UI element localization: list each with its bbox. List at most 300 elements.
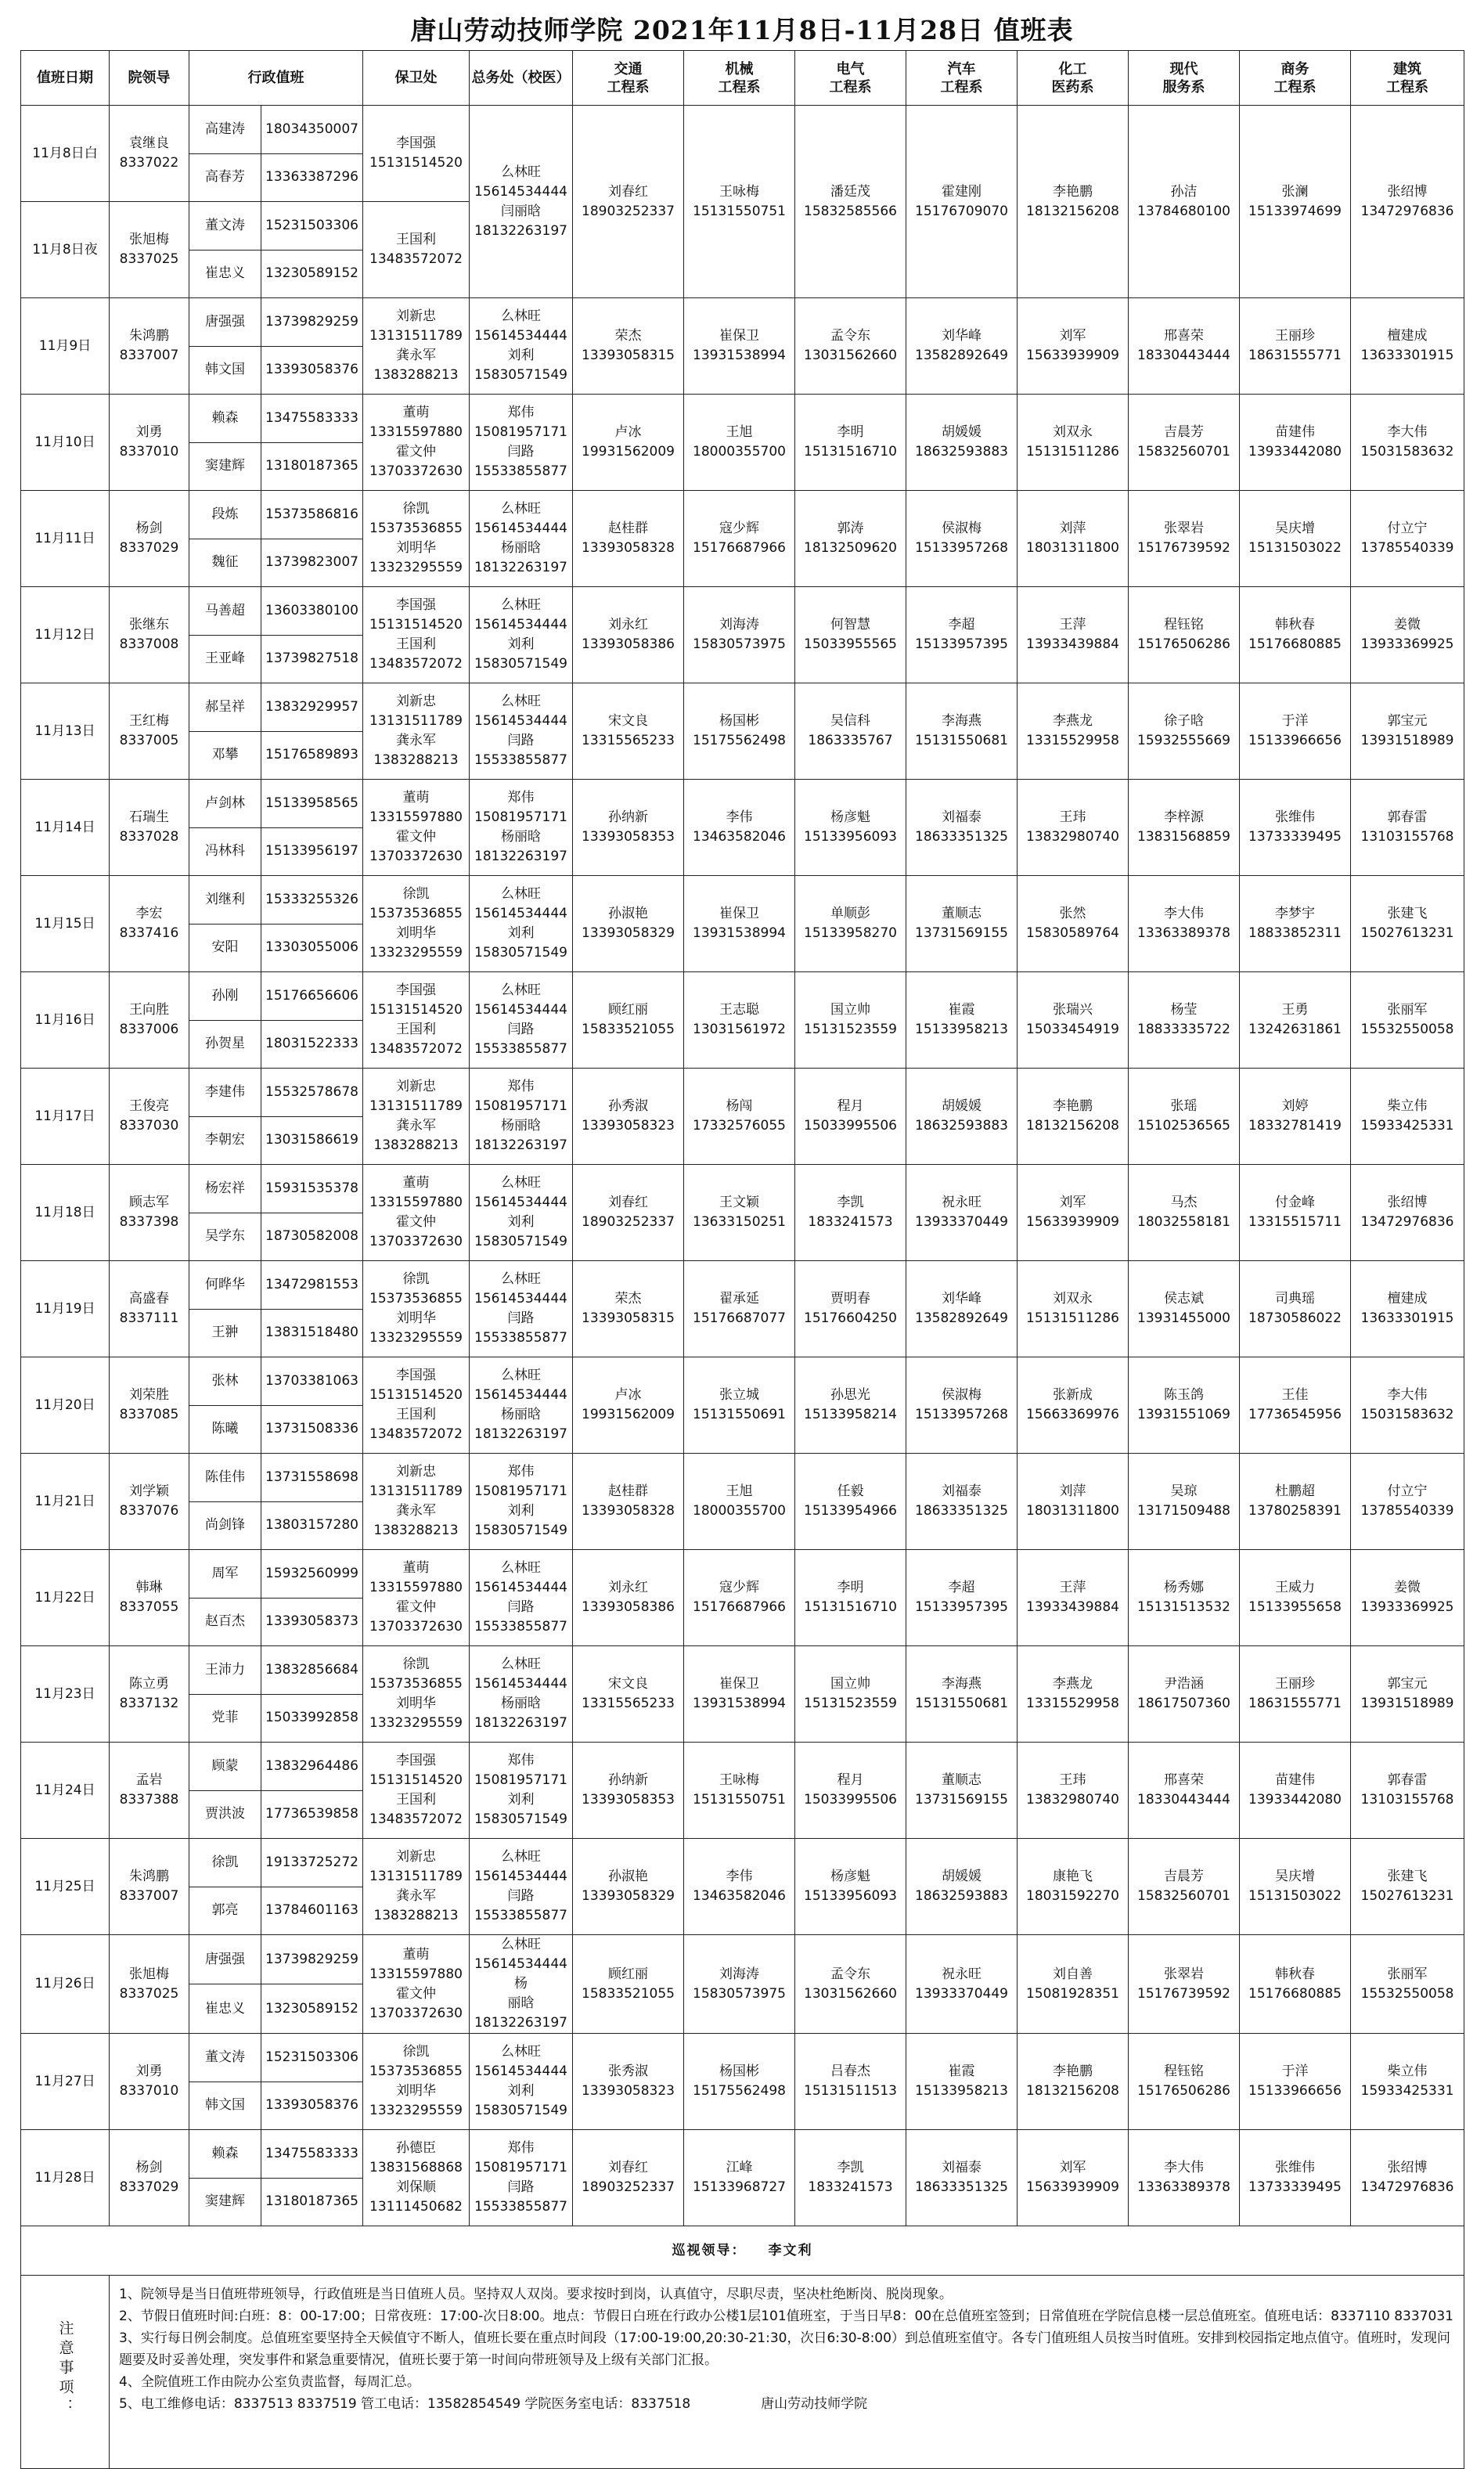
dept-construction-cell: 檀建成 13633301915 <box>1351 298 1464 395</box>
admin-name: 邓攀 <box>189 731 261 780</box>
admin-phone: 18034350007 <box>261 106 363 154</box>
notes-label: 注意事项： <box>56 2319 74 2418</box>
general-affairs-cell: 郑伟 15081957171 杨丽晗 18132263197 <box>470 1069 573 1165</box>
dept-construction-cell: 付立宁 13785540339 <box>1351 491 1464 587</box>
header-dept-mechanical: 机械 工程系 <box>684 51 795 106</box>
leader-cell: 高盛春 8337111 <box>110 1261 189 1357</box>
dept-construction-cell: 郭宝元 13931518989 <box>1351 683 1464 780</box>
admin-name: 陈佳伟 <box>189 1454 261 1502</box>
admin-name: 李朝宏 <box>189 1116 261 1165</box>
dept-service-cell: 李大伟 13363389378 <box>1129 876 1240 972</box>
admin-phone: 13832929957 <box>261 683 363 732</box>
dept-business-cell: 李梦宇 18833852311 <box>1240 876 1351 972</box>
admin-name: 安阳 <box>189 924 261 972</box>
security-cell: 董萌 13315597880 霍文仲 13703372630 <box>363 1550 470 1646</box>
general-affairs-cell: 郑伟 15081957171 刘利 15830571549 <box>470 1454 573 1550</box>
dept-traffic-cell: 卢冰 19931562009 <box>573 1357 684 1454</box>
admin-phone: 13739823007 <box>261 539 363 587</box>
dept-service-cell: 马杰 18032558181 <box>1129 1165 1240 1261</box>
dept-business-cell: 张维伟 13733339495 <box>1240 780 1351 876</box>
dept-service-cell: 孙洁 13784680100 <box>1129 106 1240 298</box>
dept-business-cell: 苗建伟 13933442080 <box>1240 1743 1351 1839</box>
dept-traffic-cell: 刘永红 13393058386 <box>573 1550 684 1646</box>
admin-phone: 13739829259 <box>261 298 363 347</box>
dept-mechanical-cell: 翟承延 15176687077 <box>684 1261 795 1357</box>
admin-name: 郝呈祥 <box>189 683 261 732</box>
security-cell: 刘新忠 13131511789 龚永军 1383288213 <box>363 1839 470 1935</box>
dept-chemical-cell: 刘双永 15131511286 <box>1018 395 1129 491</box>
roster-row <box>21 298 1464 347</box>
admin-name: 贾洪波 <box>189 1790 261 1839</box>
dept-service-cell: 程钰铭 15176506286 <box>1129 587 1240 683</box>
dept-traffic-cell: 刘春红 18903252337 <box>573 1165 684 1261</box>
admin-name: 崔忠义 <box>189 1984 261 2034</box>
leader-cell: 刘勇 8337010 <box>110 395 189 491</box>
header-leader: 院领导 <box>110 51 189 106</box>
header-dept-automotive: 汽车 工程系 <box>906 51 1018 106</box>
admin-phone: 13393058376 <box>261 2082 363 2130</box>
dept-service-cell: 张瑶 15102536565 <box>1129 1069 1240 1165</box>
security-cell: 李国强 15131514520 王国利 13483572072 <box>363 1743 470 1839</box>
dept-construction-cell: 张建飞 15027613231 <box>1351 876 1464 972</box>
admin-name: 吴学东 <box>189 1213 261 1261</box>
dept-business-cell: 张维伟 13733339495 <box>1240 2130 1351 2226</box>
note-item: 5、电工维修电话：8337513 8337519 管工电话：13582854549 学院医务室电话：8337518 <box>119 2396 691 2412</box>
admin-name: 陈曦 <box>189 1405 261 1454</box>
dept-mechanical-cell: 杨闯 17332576055 <box>684 1069 795 1165</box>
duty-date: 11月18日 <box>21 1165 110 1261</box>
dept-electrical-cell: 国立帅 15131523559 <box>795 1646 906 1743</box>
dept-traffic-cell: 孙纳新 13393058353 <box>573 1743 684 1839</box>
dept-service-cell: 张翠岩 15176739592 <box>1129 1935 1240 2034</box>
dept-electrical-cell: 杨彦魁 15133956093 <box>795 1839 906 1935</box>
leader-cell: 石瑞生 8337028 <box>110 780 189 876</box>
admin-phone: 13475583333 <box>261 2130 363 2179</box>
admin-phone: 13031586619 <box>261 1116 363 1165</box>
admin-phone: 15133956197 <box>261 827 363 876</box>
duty-date: 11月12日 <box>21 587 110 683</box>
dept-business-cell: 韩秋春 15176680885 <box>1240 1935 1351 2034</box>
dept-mechanical-cell: 刘海涛 15830573975 <box>684 587 795 683</box>
roster-row <box>21 2130 1464 2179</box>
duty-table <box>20 50 1464 2469</box>
header-dept-construction: 建筑 工程系 <box>1351 51 1464 106</box>
roster-row <box>21 780 1464 828</box>
admin-name: 马善超 <box>189 587 261 636</box>
roster-row <box>21 2034 1464 2082</box>
dept-chemical-cell: 李燕龙 13315529958 <box>1018 1646 1129 1743</box>
general-affairs-cell: 么林旺 15614534444 刘利 15830571549 <box>470 2034 573 2130</box>
duty-date: 11月15日 <box>21 876 110 972</box>
roster-body <box>21 106 1464 2226</box>
page-title: 唐山劳动技师学院 2021年11月8日-11月28日 值班表 <box>410 15 1074 45</box>
dept-chemical-cell: 刘自善 15081928351 <box>1018 1935 1129 2034</box>
security-cell: 徐凯 15373536855 刘明华 13323295559 <box>363 1646 470 1743</box>
dept-mechanical-cell: 杨国彬 15175562498 <box>684 683 795 780</box>
dept-automotive-cell: 刘华峰 13582892649 <box>906 298 1018 395</box>
leader-cell: 刘荣胜 8337085 <box>110 1357 189 1454</box>
dept-traffic-cell: 刘永红 13393058386 <box>573 587 684 683</box>
roster-row <box>21 491 1464 539</box>
dept-construction-cell: 郭春雷 13103155768 <box>1351 1743 1464 1839</box>
dept-traffic-cell: 顾红丽 15833521055 <box>573 1935 684 2034</box>
dept-construction-cell: 檀建成 13633301915 <box>1351 1261 1464 1357</box>
dept-business-cell: 张澜 15133974699 <box>1240 106 1351 298</box>
dept-traffic-cell: 顾红丽 15833521055 <box>573 972 684 1069</box>
admin-name: 张林 <box>189 1357 261 1406</box>
admin-name: 郭亮 <box>189 1887 261 1935</box>
dept-electrical-cell: 单顺彭 15133958270 <box>795 876 906 972</box>
header-dept-chemical: 化工 医药系 <box>1018 51 1129 106</box>
duty-date: 11月8日夜 <box>21 202 110 298</box>
dept-chemical-cell: 王玮 13832980740 <box>1018 1743 1129 1839</box>
admin-name: 王翀 <box>189 1309 261 1357</box>
admin-name: 高建涛 <box>189 106 261 154</box>
general-affairs-cell: 么林旺 15614534444 刘利 15830571549 <box>470 1165 573 1261</box>
admin-name: 魏征 <box>189 539 261 587</box>
duty-date: 11月13日 <box>21 683 110 780</box>
dept-construction-cell: 张绍博 13472976836 <box>1351 2130 1464 2226</box>
dept-electrical-cell: 杨彦魁 15133956093 <box>795 780 906 876</box>
dept-traffic-cell: 刘春红 18903252337 <box>573 106 684 298</box>
dept-service-cell: 李大伟 13363389378 <box>1129 2130 1240 2226</box>
dept-chemical-cell: 刘军 15633939909 <box>1018 1165 1129 1261</box>
admin-phone: 13230589152 <box>261 250 363 298</box>
admin-phone: 15133958565 <box>261 780 363 828</box>
security-cell: 李国强 15131514520 王国利 13483572072 <box>363 972 470 1069</box>
dept-electrical-cell: 李明 15131516710 <box>795 1550 906 1646</box>
admin-name: 董文涛 <box>189 202 261 251</box>
tour-leader-label: 巡视领导： <box>672 2242 747 2258</box>
dept-traffic-cell: 孙淑艳 13393058329 <box>573 1839 684 1935</box>
roster-row <box>21 587 1464 636</box>
dept-construction-cell: 张丽军 15532550058 <box>1351 1935 1464 2034</box>
security-cell: 刘新忠 13131511789 龚永军 1383288213 <box>363 1454 470 1550</box>
admin-name: 周军 <box>189 1550 261 1599</box>
general-affairs-cell: 郑伟 15081957171 杨丽晗 18132263197 <box>470 780 573 876</box>
dept-automotive-cell: 侯淑梅 15133957268 <box>906 491 1018 587</box>
admin-name: 赖森 <box>189 2130 261 2179</box>
dept-mechanical-cell: 寇少辉 15176687966 <box>684 1550 795 1646</box>
dept-construction-cell: 张建飞 15027613231 <box>1351 1839 1464 1935</box>
admin-phone: 13731558698 <box>261 1454 363 1502</box>
dept-mechanical-cell: 王咏梅 15131550751 <box>684 1743 795 1839</box>
dept-construction-cell: 李大伟 15031583632 <box>1351 395 1464 491</box>
general-affairs-cell: 么林旺 15614534444 闫路 15533855877 <box>470 972 573 1069</box>
duty-date: 11月20日 <box>21 1357 110 1454</box>
admin-phone: 15532578678 <box>261 1069 363 1117</box>
admin-name: 徐凯 <box>189 1839 261 1887</box>
admin-name: 赵百杰 <box>189 1598 261 1646</box>
admin-name: 唐强强 <box>189 1935 261 1984</box>
admin-name: 冯林科 <box>189 827 261 876</box>
dept-construction-cell: 姜微 13933369925 <box>1351 587 1464 683</box>
duty-date: 11月8日白 <box>21 106 110 202</box>
dept-traffic-cell: 孙秀淑 13393058323 <box>573 1069 684 1165</box>
dept-business-cell: 司典瑶 18730586022 <box>1240 1261 1351 1357</box>
leader-cell: 张旭梅 8337025 <box>110 202 189 298</box>
admin-phone: 13303055006 <box>261 924 363 972</box>
dept-mechanical-cell: 刘海涛 15830573975 <box>684 1935 795 2034</box>
duty-date: 11月26日 <box>21 1935 110 2034</box>
dept-service-cell: 邢喜荣 18330443444 <box>1129 1743 1240 1839</box>
dept-construction-cell: 姜微 13933369925 <box>1351 1550 1464 1646</box>
admin-phone: 13803157280 <box>261 1501 363 1550</box>
dept-chemical-cell: 刘萍 18031311800 <box>1018 1454 1129 1550</box>
dept-mechanical-cell: 崔保卫 13931538994 <box>684 1646 795 1743</box>
admin-name: 王沛力 <box>189 1646 261 1695</box>
leader-cell: 刘学颖 8337076 <box>110 1454 189 1550</box>
admin-phone: 13603380100 <box>261 587 363 636</box>
admin-phone: 13475583333 <box>261 395 363 443</box>
dept-construction-cell: 李大伟 15031583632 <box>1351 1357 1464 1454</box>
dept-business-cell: 杜鹏超 13780258391 <box>1240 1454 1351 1550</box>
admin-name: 孙刚 <box>189 972 261 1021</box>
dept-business-cell: 于洋 15133966656 <box>1240 683 1351 780</box>
general-affairs-cell: 么林旺 15614534444 闫路 15533855877 <box>470 1261 573 1357</box>
admin-phone: 13180187365 <box>261 2178 363 2226</box>
dept-construction-cell: 付立宁 13785540339 <box>1351 1454 1464 1550</box>
admin-name: 韩文国 <box>189 2082 261 2130</box>
general-affairs-cell: 么林旺 15614534444 闫路 15533855877 <box>470 1839 573 1935</box>
roster-row <box>21 1839 1464 1887</box>
admin-phone: 13832856684 <box>261 1646 363 1695</box>
header-dept-electrical: 电气 工程系 <box>795 51 906 106</box>
dept-service-cell: 尹浩涵 18617507360 <box>1129 1646 1240 1743</box>
leader-cell: 李宏 8337416 <box>110 876 189 972</box>
dept-chemical-cell: 张新成 15663369976 <box>1018 1357 1129 1454</box>
admin-phone: 15931535378 <box>261 1165 363 1213</box>
security-cell: 徐凯15373536855 刘明华 13323295559 <box>363 491 470 587</box>
dept-chemical-cell: 李艳鹏 18132156208 <box>1018 1069 1129 1165</box>
notes-label-cell <box>21 2276 110 2469</box>
header-dept-traffic: 交通 工程系 <box>573 51 684 106</box>
dept-construction-cell: 张丽军 15532550058 <box>1351 972 1464 1069</box>
header-general: 总务处（校医） <box>470 51 573 106</box>
roster-row <box>21 683 1464 732</box>
admin-name: 党菲 <box>189 1694 261 1743</box>
dept-construction-cell: 柴立伟 15933425331 <box>1351 2034 1464 2130</box>
roster-row <box>21 972 1464 1021</box>
dept-mechanical-cell: 王旭 18000355700 <box>684 1454 795 1550</box>
dept-traffic-cell: 荣杰 13393058315 <box>573 1261 684 1357</box>
admin-phone: 13472981553 <box>261 1261 363 1310</box>
security-cell: 李国强 15131514520 <box>363 106 470 202</box>
roster-row <box>21 1357 1464 1406</box>
security-cell: 徐凯 15373536855 刘明华 13323295559 <box>363 1261 470 1357</box>
dept-traffic-cell: 荣杰 13393058315 <box>573 298 684 395</box>
dept-chemical-cell: 刘军 15633939909 <box>1018 2130 1129 2226</box>
dept-chemical-cell: 刘萍 18031311800 <box>1018 491 1129 587</box>
dept-mechanical-cell: 张立城 15131550691 <box>684 1357 795 1454</box>
admin-name: 刘继利 <box>189 876 261 925</box>
dept-electrical-cell: 何智慧 15033955565 <box>795 587 906 683</box>
dept-automotive-cell: 刘福泰 18633351325 <box>906 780 1018 876</box>
admin-phone: 13393058373 <box>261 1598 363 1646</box>
note-item: 3、实行每日例会制度。总值班室要坚持全天候值守不断人，值班长要在重点时间段（17:00-19:00,20:30-21:30，次日6:30-8:00）到总值班室值守。各专门值班组人员按当时值班。安排到校园指定地点值守。值班时，发现问题要及时妥善处理，突发事件和紧急重要情况，值班长要于第一时间向带班领导及上级有关部门汇报。 <box>119 2330 1450 2368</box>
duty-date: 11月21日 <box>21 1454 110 1550</box>
dept-automotive-cell: 李超 15133957395 <box>906 1550 1018 1646</box>
roster-row <box>21 395 1464 443</box>
security-cell: 孙德臣 13831568868 刘保顺 13111450682 <box>363 2130 470 2226</box>
leader-cell: 朱鸿鹏 8337007 <box>110 298 189 395</box>
dept-service-cell: 李梓源 13831568859 <box>1129 780 1240 876</box>
duty-date: 11月17日 <box>21 1069 110 1165</box>
dept-electrical-cell: 程月 15033995506 <box>795 1743 906 1839</box>
dept-chemical-cell: 李艳鹏 18132156208 <box>1018 106 1129 298</box>
duty-date: 11月10日 <box>21 395 110 491</box>
dept-business-cell: 王勇 13242631861 <box>1240 972 1351 1069</box>
dept-chemical-cell: 张然 15830589764 <box>1018 876 1129 972</box>
dept-business-cell: 于洋 15133966656 <box>1240 2034 1351 2130</box>
header-admin: 行政值班 <box>189 51 363 106</box>
admin-phone: 18730582008 <box>261 1213 363 1261</box>
dept-mechanical-cell: 王咏梅 15131550751 <box>684 106 795 298</box>
dept-electrical-cell: 李明 15131516710 <box>795 395 906 491</box>
roster-row <box>21 106 1464 154</box>
dept-business-cell: 吴庆增 15131503022 <box>1240 1839 1351 1935</box>
duty-date: 11月25日 <box>21 1839 110 1935</box>
admin-phone: 13832964486 <box>261 1743 363 1791</box>
admin-phone: 15231503306 <box>261 2034 363 2082</box>
leader-cell: 孟岩 8337388 <box>110 1743 189 1839</box>
dept-traffic-cell: 宋文良 13315565233 <box>573 1646 684 1743</box>
header-row <box>21 51 1464 106</box>
security-cell: 刘新忠 13131511789 龚永军 1383288213 <box>363 298 470 395</box>
tour-leader-cell <box>21 2226 1464 2276</box>
general-affairs-cell: 么林旺 15614534444 杨丽晗 18132263197 <box>470 1357 573 1454</box>
dept-traffic-cell: 赵桂群 13393058328 <box>573 1454 684 1550</box>
dept-service-cell: 张翠岩 15176739592 <box>1129 491 1240 587</box>
leader-cell: 顾志军 8337398 <box>110 1165 189 1261</box>
dept-chemical-cell: 王萍 13933439884 <box>1018 1550 1129 1646</box>
dept-automotive-cell: 祝永旺 13933370449 <box>906 1165 1018 1261</box>
dept-construction-cell: 张绍博 13472976836 <box>1351 1165 1464 1261</box>
duty-date: 11月16日 <box>21 972 110 1069</box>
dept-chemical-cell: 王萍 13933439884 <box>1018 587 1129 683</box>
tour-leader-name: 李文利 <box>768 2242 813 2258</box>
dept-automotive-cell: 李海燕 15131550681 <box>906 683 1018 780</box>
duty-date: 11月28日 <box>21 2130 110 2226</box>
dept-mechanical-cell: 李伟 13463582046 <box>684 1839 795 1935</box>
dept-service-cell: 侯志斌 13931455000 <box>1129 1261 1240 1357</box>
leader-cell: 王向胜 8337006 <box>110 972 189 1069</box>
admin-phone: 13180187365 <box>261 442 363 491</box>
dept-mechanical-cell: 王志聪 13031561972 <box>684 972 795 1069</box>
dept-chemical-cell: 李艳鹏 18132156208 <box>1018 2034 1129 2130</box>
header-dept-service: 现代 服务系 <box>1129 51 1240 106</box>
dept-traffic-cell: 宋文良 13315565233 <box>573 683 684 780</box>
dept-electrical-cell: 郭涛 18132509620 <box>795 491 906 587</box>
admin-phone: 13230589152 <box>261 1984 363 2034</box>
dept-chemical-cell: 王玮 13832980740 <box>1018 780 1129 876</box>
dept-service-cell: 陈玉鸽 13931551069 <box>1129 1357 1240 1454</box>
general-affairs-cell: 么林旺 15614534444 杨丽晗 18132263197 <box>470 1646 573 1743</box>
leader-cell: 杨剑 8337029 <box>110 491 189 587</box>
dept-business-cell: 王佳 17736545956 <box>1240 1357 1351 1454</box>
admin-name: 卢剑林 <box>189 780 261 828</box>
general-affairs-cell: 郑伟 15081957171 闫路 15533855877 <box>470 2130 573 2226</box>
admin-phone: 17736539858 <box>261 1790 363 1839</box>
dept-construction-cell: 张绍博 13472976836 <box>1351 106 1464 298</box>
dept-chemical-cell: 刘军 15633939909 <box>1018 298 1129 395</box>
dept-service-cell: 吉晨芳 15832560701 <box>1129 395 1240 491</box>
dept-service-cell: 吴琼 13171509488 <box>1129 1454 1240 1550</box>
dept-traffic-cell: 赵桂群 13393058328 <box>573 491 684 587</box>
dept-automotive-cell: 刘福泰 18633351325 <box>906 2130 1018 2226</box>
roster-row <box>21 1165 1464 1213</box>
dept-mechanical-cell: 崔保卫 13931538994 <box>684 876 795 972</box>
leader-cell: 陈立勇 8337132 <box>110 1646 189 1743</box>
admin-phone: 15932560999 <box>261 1550 363 1599</box>
admin-phone: 15333255326 <box>261 876 363 925</box>
dept-electrical-cell: 贾明春 15176604250 <box>795 1261 906 1357</box>
dept-mechanical-cell: 杨国彬 15175562498 <box>684 2034 795 2130</box>
dept-service-cell: 徐子晗 15932555669 <box>1129 683 1240 780</box>
dept-mechanical-cell: 江峰 15133968727 <box>684 2130 795 2226</box>
dept-electrical-cell: 孟令东 13031562660 <box>795 298 906 395</box>
dept-traffic-cell: 孙纳新 13393058353 <box>573 780 684 876</box>
security-cell: 刘新忠 13131511789 龚永军 1383288213 <box>363 683 470 780</box>
admin-name: 唐强强 <box>189 298 261 347</box>
dept-business-cell: 吴庆增 15131503022 <box>1240 491 1351 587</box>
dept-business-cell: 韩秋春 15176680885 <box>1240 587 1351 683</box>
dept-mechanical-cell: 李伟 13463582046 <box>684 780 795 876</box>
dept-automotive-cell: 胡媛媛 18632593883 <box>906 1839 1018 1935</box>
admin-name: 窦建辉 <box>189 442 261 491</box>
security-cell: 董萌 13315597880 霍文仲 13703372630 <box>363 780 470 876</box>
admin-phone: 15231503306 <box>261 202 363 251</box>
roster-row <box>21 1550 1464 1599</box>
dept-automotive-cell: 崔霞 15133958213 <box>906 972 1018 1069</box>
dept-electrical-cell: 程月 15033995506 <box>795 1069 906 1165</box>
dept-mechanical-cell: 寇少辉 15176687966 <box>684 491 795 587</box>
dept-automotive-cell: 李海燕 15131550681 <box>906 1646 1018 1743</box>
dept-business-cell: 王丽珍 18631555771 <box>1240 298 1351 395</box>
admin-phone: 13703381063 <box>261 1357 363 1406</box>
general-affairs-cell: 郑伟 15081957171 刘利 15830571549 <box>470 1743 573 1839</box>
general-affairs-cell: 么林旺 15614534444 刘利 15830571549 <box>470 587 573 683</box>
roster-row <box>21 876 1464 925</box>
security-cell: 李国强 15131514520 王国利 13483572072 <box>363 1357 470 1454</box>
note-item: 4、全院值班工作由院办公室负责监督，每周汇总。 <box>119 2374 420 2390</box>
note-item: 2、节假日值班时间:白班：8：00-17:00；日常夜班：17:00-次日8:00。地点：节假日白班在行政办公楼1层101值班室，于当日早8：00在总值班室签到；日常值班在学院信息楼一层总值班室。值班电话：8337110 8337031 <box>119 2309 1453 2324</box>
tour-leader-row <box>21 2226 1464 2276</box>
dept-electrical-cell: 吕春杰 15131511513 <box>795 2034 906 2130</box>
dept-automotive-cell: 董顺志 13731569155 <box>906 876 1018 972</box>
dept-electrical-cell: 孟令东 13031562660 <box>795 1935 906 2034</box>
general-affairs-cell: 么林旺 15614534444 闫路 15533855877 <box>470 683 573 780</box>
admin-name: 孙贺星 <box>189 1020 261 1069</box>
dept-service-cell: 杨莹 18833335722 <box>1129 972 1240 1069</box>
dept-chemical-cell: 张瑞兴 15033454919 <box>1018 972 1129 1069</box>
roster-row <box>21 1935 1464 1984</box>
leader-cell: 刘勇 8337010 <box>110 2034 189 2130</box>
admin-name: 何晔华 <box>189 1261 261 1310</box>
roster-row <box>21 1261 1464 1310</box>
admin-phone: 18031522333 <box>261 1020 363 1069</box>
duty-date: 11月11日 <box>21 491 110 587</box>
security-cell: 董萌 13315597880 霍文仲 13703372630 <box>363 1165 470 1261</box>
duty-date: 11月23日 <box>21 1646 110 1743</box>
dept-business-cell: 刘婷 18332781419 <box>1240 1069 1351 1165</box>
dept-automotive-cell: 李超 15133957395 <box>906 587 1018 683</box>
dept-electrical-cell: 任毅 15133954966 <box>795 1454 906 1550</box>
leader-cell: 朱鸿鹏 8337007 <box>110 1839 189 1935</box>
admin-phone: 13393058376 <box>261 346 363 395</box>
dept-chemical-cell: 李燕龙 13315529958 <box>1018 683 1129 780</box>
dept-service-cell: 邢喜荣 18330443444 <box>1129 298 1240 395</box>
